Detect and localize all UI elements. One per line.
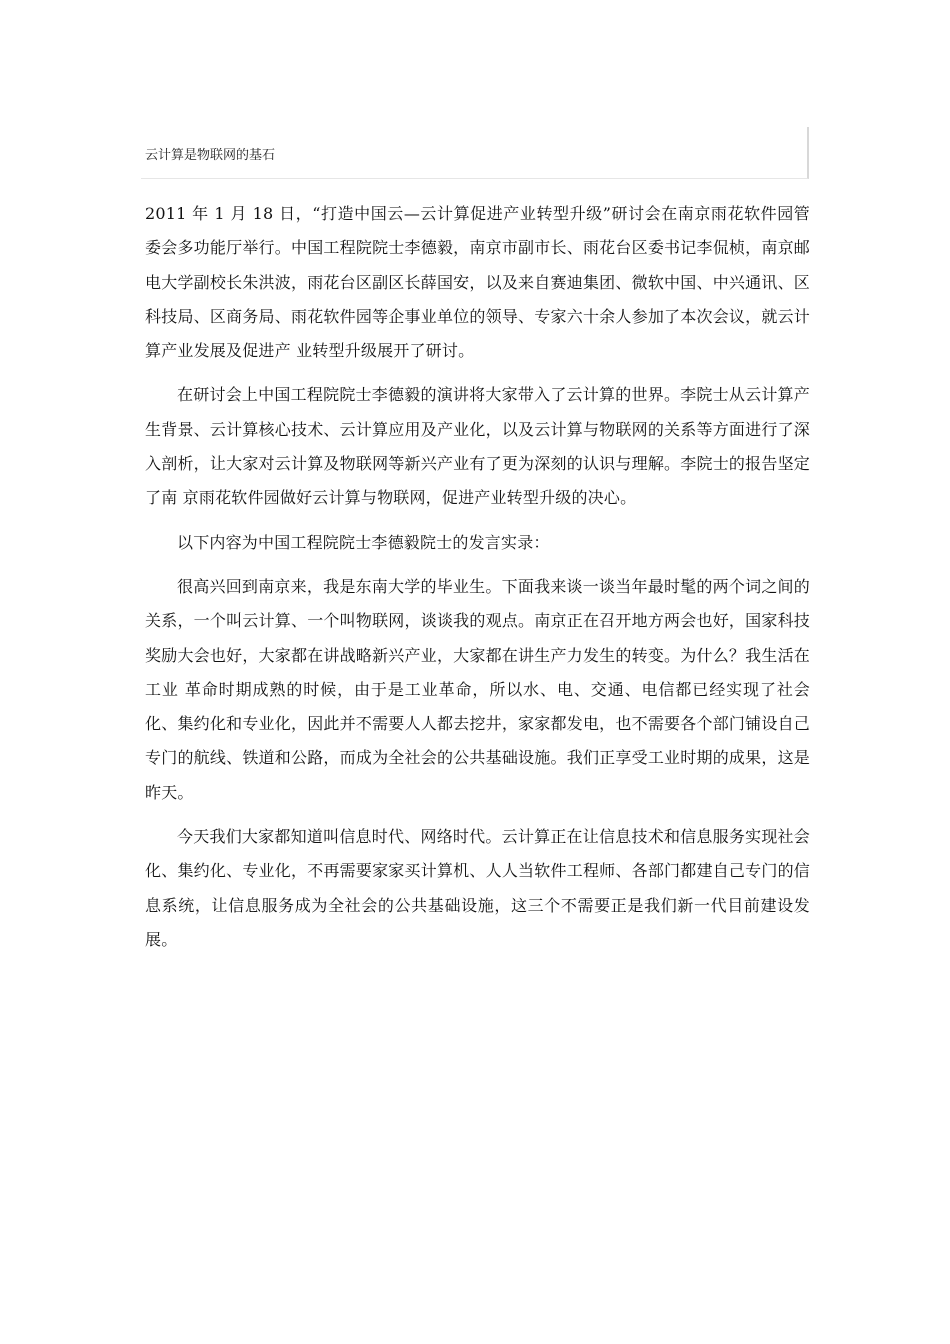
paragraph-2: 在研讨会上中国工程院院士李德毅的演讲将大家带入了云计算的世界。李院士从云计算产生背景、云计算核心技术、云计算应用及产业化，以及云计算与物联网的关系等方面进行了深入剖析，让大家对云计算及物联网等新兴产业有了更为深刻的认识与理解。李院士的报告坚定了南 京雨花软件园做好云计算与物联网，促进产业转型升级的决心。 [145,385,810,508]
document-title: 云计算是物联网的基石 [145,148,276,163]
paragraph-3: 以下内容为中国工程院院士李德毅院士的发言实录： [177,532,550,552]
paragraph-4: 很高兴回到南京来，我是东南大学的毕业生。下面我来谈一谈当年最时髦的两个词之间的关系，一个叫云计算、一个叫物联网，谈谈我的观点。南京正在召开地方两会也好，国家科技奖励大会也好，大家都在讲战略新兴产业，大家都在讲生产力发生的转变。为什么？我生活在工业 革命时期成熟的时候，由于是工业革命，所以水、电、交通、电信都已经实现了社会化、集约化和专业化，因此并不需要人人都去挖井，家家都发电，也不需要各个部门铺设自己专门的航线、铁道和公路，而成为全社会的公共基础设施。我们正享受工业时期的成果，这是昨天。 [145,576,810,802]
article-body [145,197,810,967]
title-box [141,127,809,179]
paragraph-5: 今天我们大家都知道叫信息时代、网络时代。云计算正在让信息技术和信息服务实现社会化、集约化、专业化，不再需要家家买计算机、人人当软件工程师、各部门都建自己专门的信息系统，让信息服务成为全社会的公共基础设施，这三个不需要正是我们新一代目前建设发展。 [145,827,810,949]
paragraph-1: 2011 年 1 月 18 日，“打造中国云—云计算促进产业转型升级”研讨会在南京雨花软件园管委会多功能厅举行。中国工程院院士李德毅，南京市副市长、雨花台区委书记李侃桢，南京邮电大学副校长朱洪波，雨花台区副区长薛国安，以及来自赛迪集团、微软中国、中兴通讯、区科技局、区商务局、雨花软件园等企事业单位的领导、专家六十余人参加了本次会议，就云计算产业发展及促进产 业转型升级展开了研讨。 [145,204,810,361]
